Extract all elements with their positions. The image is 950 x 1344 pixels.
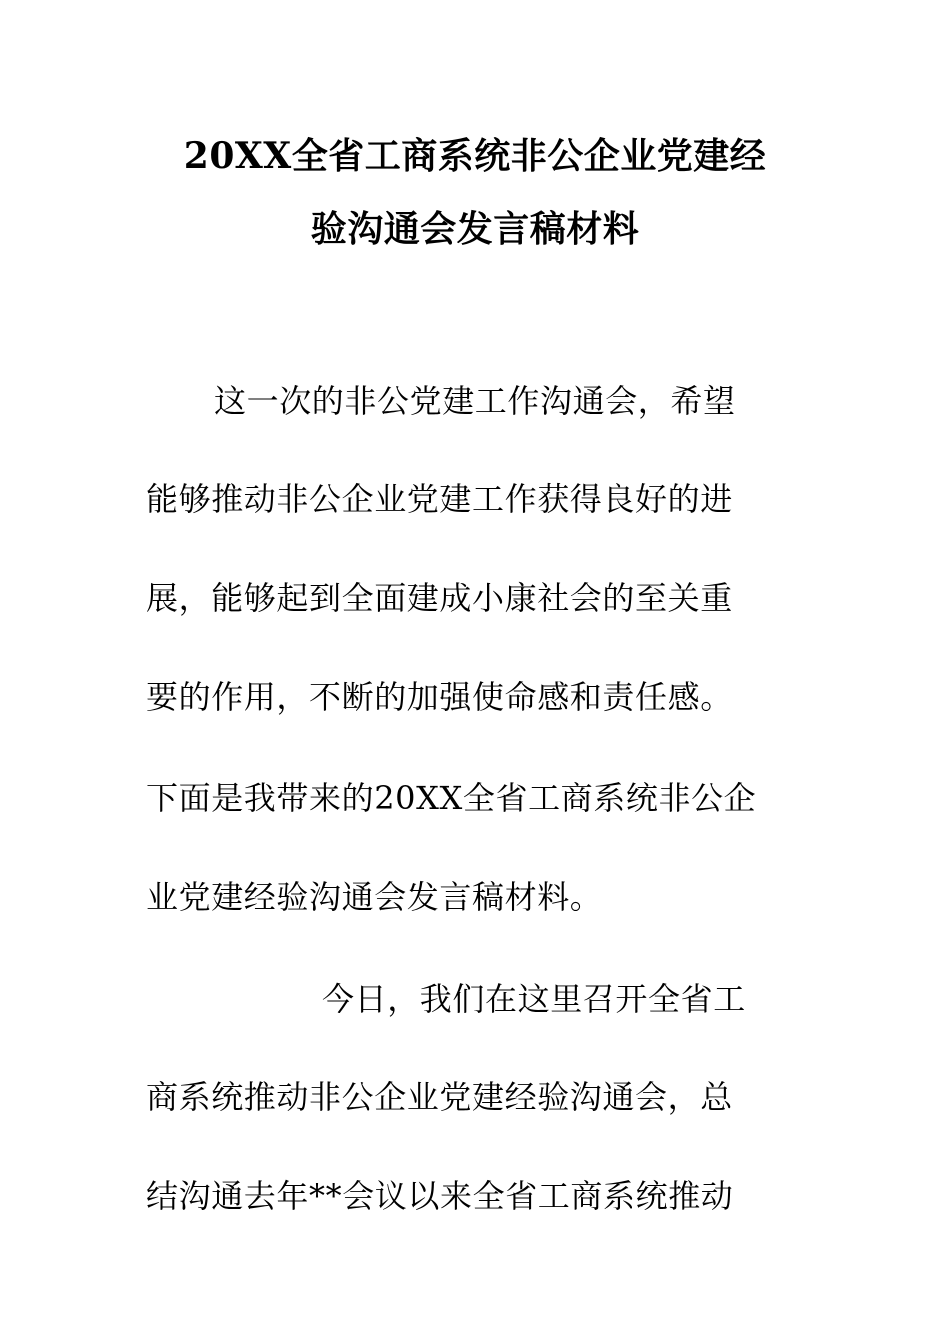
document-title-line-1: 20XX全省工商系统非公企业党建经 xyxy=(183,135,767,177)
paragraph-1-line-5: 下面是我带来的20XX全省工商系统非公企 xyxy=(146,779,757,817)
paragraph-2-line-3: 结沟通去年**会议以来全省工商系统推动 xyxy=(146,1177,734,1215)
paragraph-2-line-2: 商系统推动非公企业党建经验沟通会，总 xyxy=(146,1078,733,1116)
paragraph-1-line-6: 业党建经验沟通会发言稿材料。 xyxy=(146,878,603,916)
paragraph-1-line-2: 能够推动非公企业党建工作获得良好的进 xyxy=(146,480,733,518)
paragraph-2-line-1: 今日，我们在这里召开全省工 xyxy=(322,980,746,1018)
paragraph-1-line-1: 这一次的非公党建工作沟通会，希望 xyxy=(214,382,736,420)
document-title-line-2: 验沟通会发言稿材料 xyxy=(310,208,640,250)
paragraph-1-line-4: 要的作用，不断的加强使命感和责任感。 xyxy=(146,678,733,716)
paragraph-1-line-3: 展，能够起到全面建成小康社会的至关重 xyxy=(146,579,733,617)
